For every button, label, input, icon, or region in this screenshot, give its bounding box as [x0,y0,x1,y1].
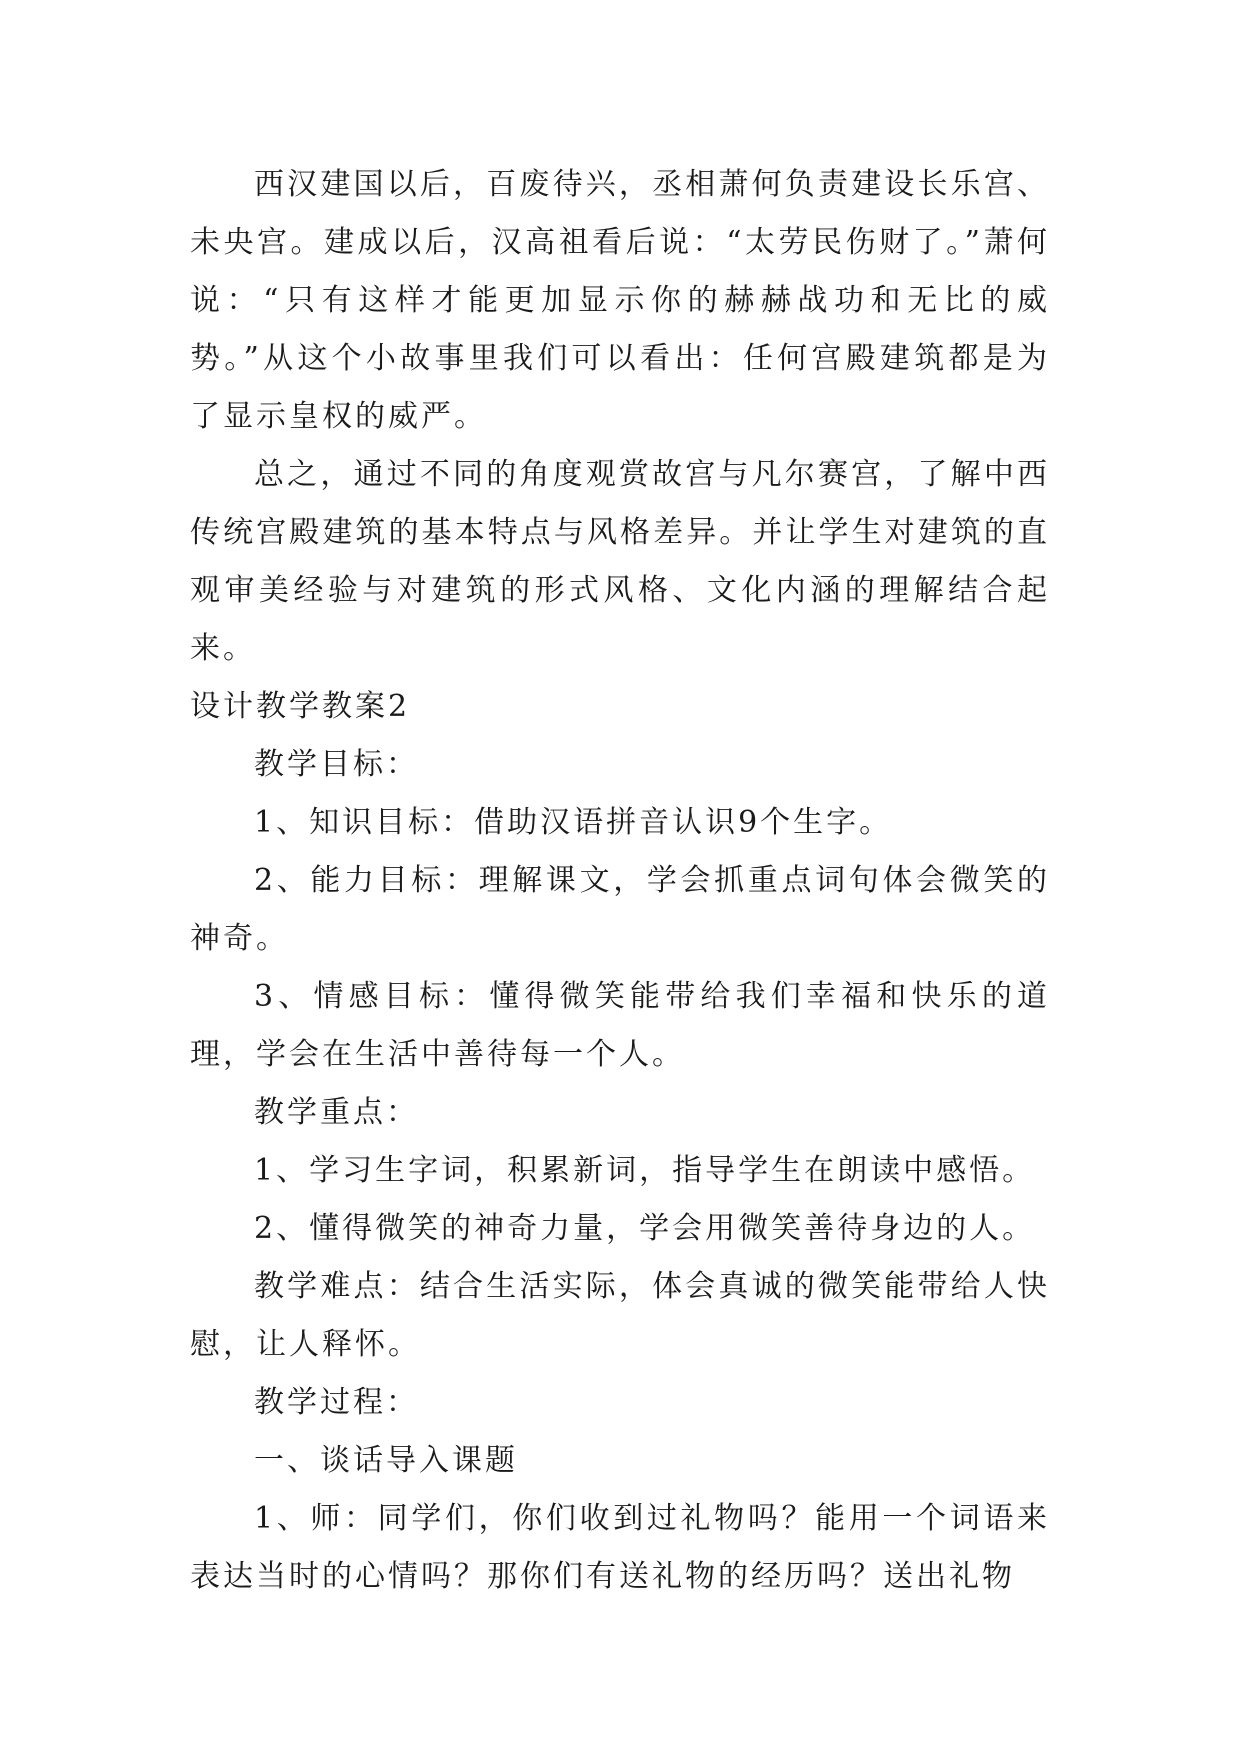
goal-ability: 2、能力目标：理解课文，学会抓重点词句体会微笑的神奇。 [190,863,1050,956]
document-page [190,156,1050,1606]
section-heading: 设计教学教案2 [190,689,411,724]
key-point-1: 1、学习生字词，积累新词，指导学生在朗读中感悟。 [254,1153,1036,1188]
teaching-goals-heading: 教学目标： [254,747,419,782]
paragraph-xihan-story: 西汉建国以后，百废待兴，丞相萧何负责建设长乐宫、未央宫。建成以后，汉高祖看后说：“太劳民伤财了。”萧何说：“只有这样才能更加显示你的赫赫战功和无比的威势。”从这个小故事里我们可以看出：任何宫殿建筑都是为了显示皇权的威严。 [190,167,1050,434]
key-points-heading: 教学重点： [254,1095,419,1130]
difficulty: 教学难点：结合生活实际，体会真诚的微笑能带给人快慰，让人释怀。 [190,1269,1050,1362]
process-step-1: 1、师：同学们，你们收到过礼物吗？能用一个词语来表达当时的心情吗？那你们有送礼物的经历吗？送出礼物 [190,1501,1050,1594]
goal-knowledge: 1、知识目标：借助汉语拼音认识9个生字。 [254,805,893,840]
process-heading: 教学过程： [254,1385,419,1420]
process-step-heading: 一、谈话导入课题 [254,1443,518,1478]
key-point-2: 2、懂得微笑的神奇力量，学会用微笑善待身边的人。 [254,1211,1036,1246]
goal-emotion: 3、情感目标：懂得微笑能带给我们幸福和快乐的道理，学会在生活中善待每一个人。 [190,979,1050,1072]
paragraph-summary: 总之，通过不同的角度观赏故宫与凡尔赛宫，了解中西传统宫殿建筑的基本特点与风格差异。并让学生对建筑的直观审美经验与对建筑的形式风格、文化内涵的理解结合起来。 [190,457,1050,666]
